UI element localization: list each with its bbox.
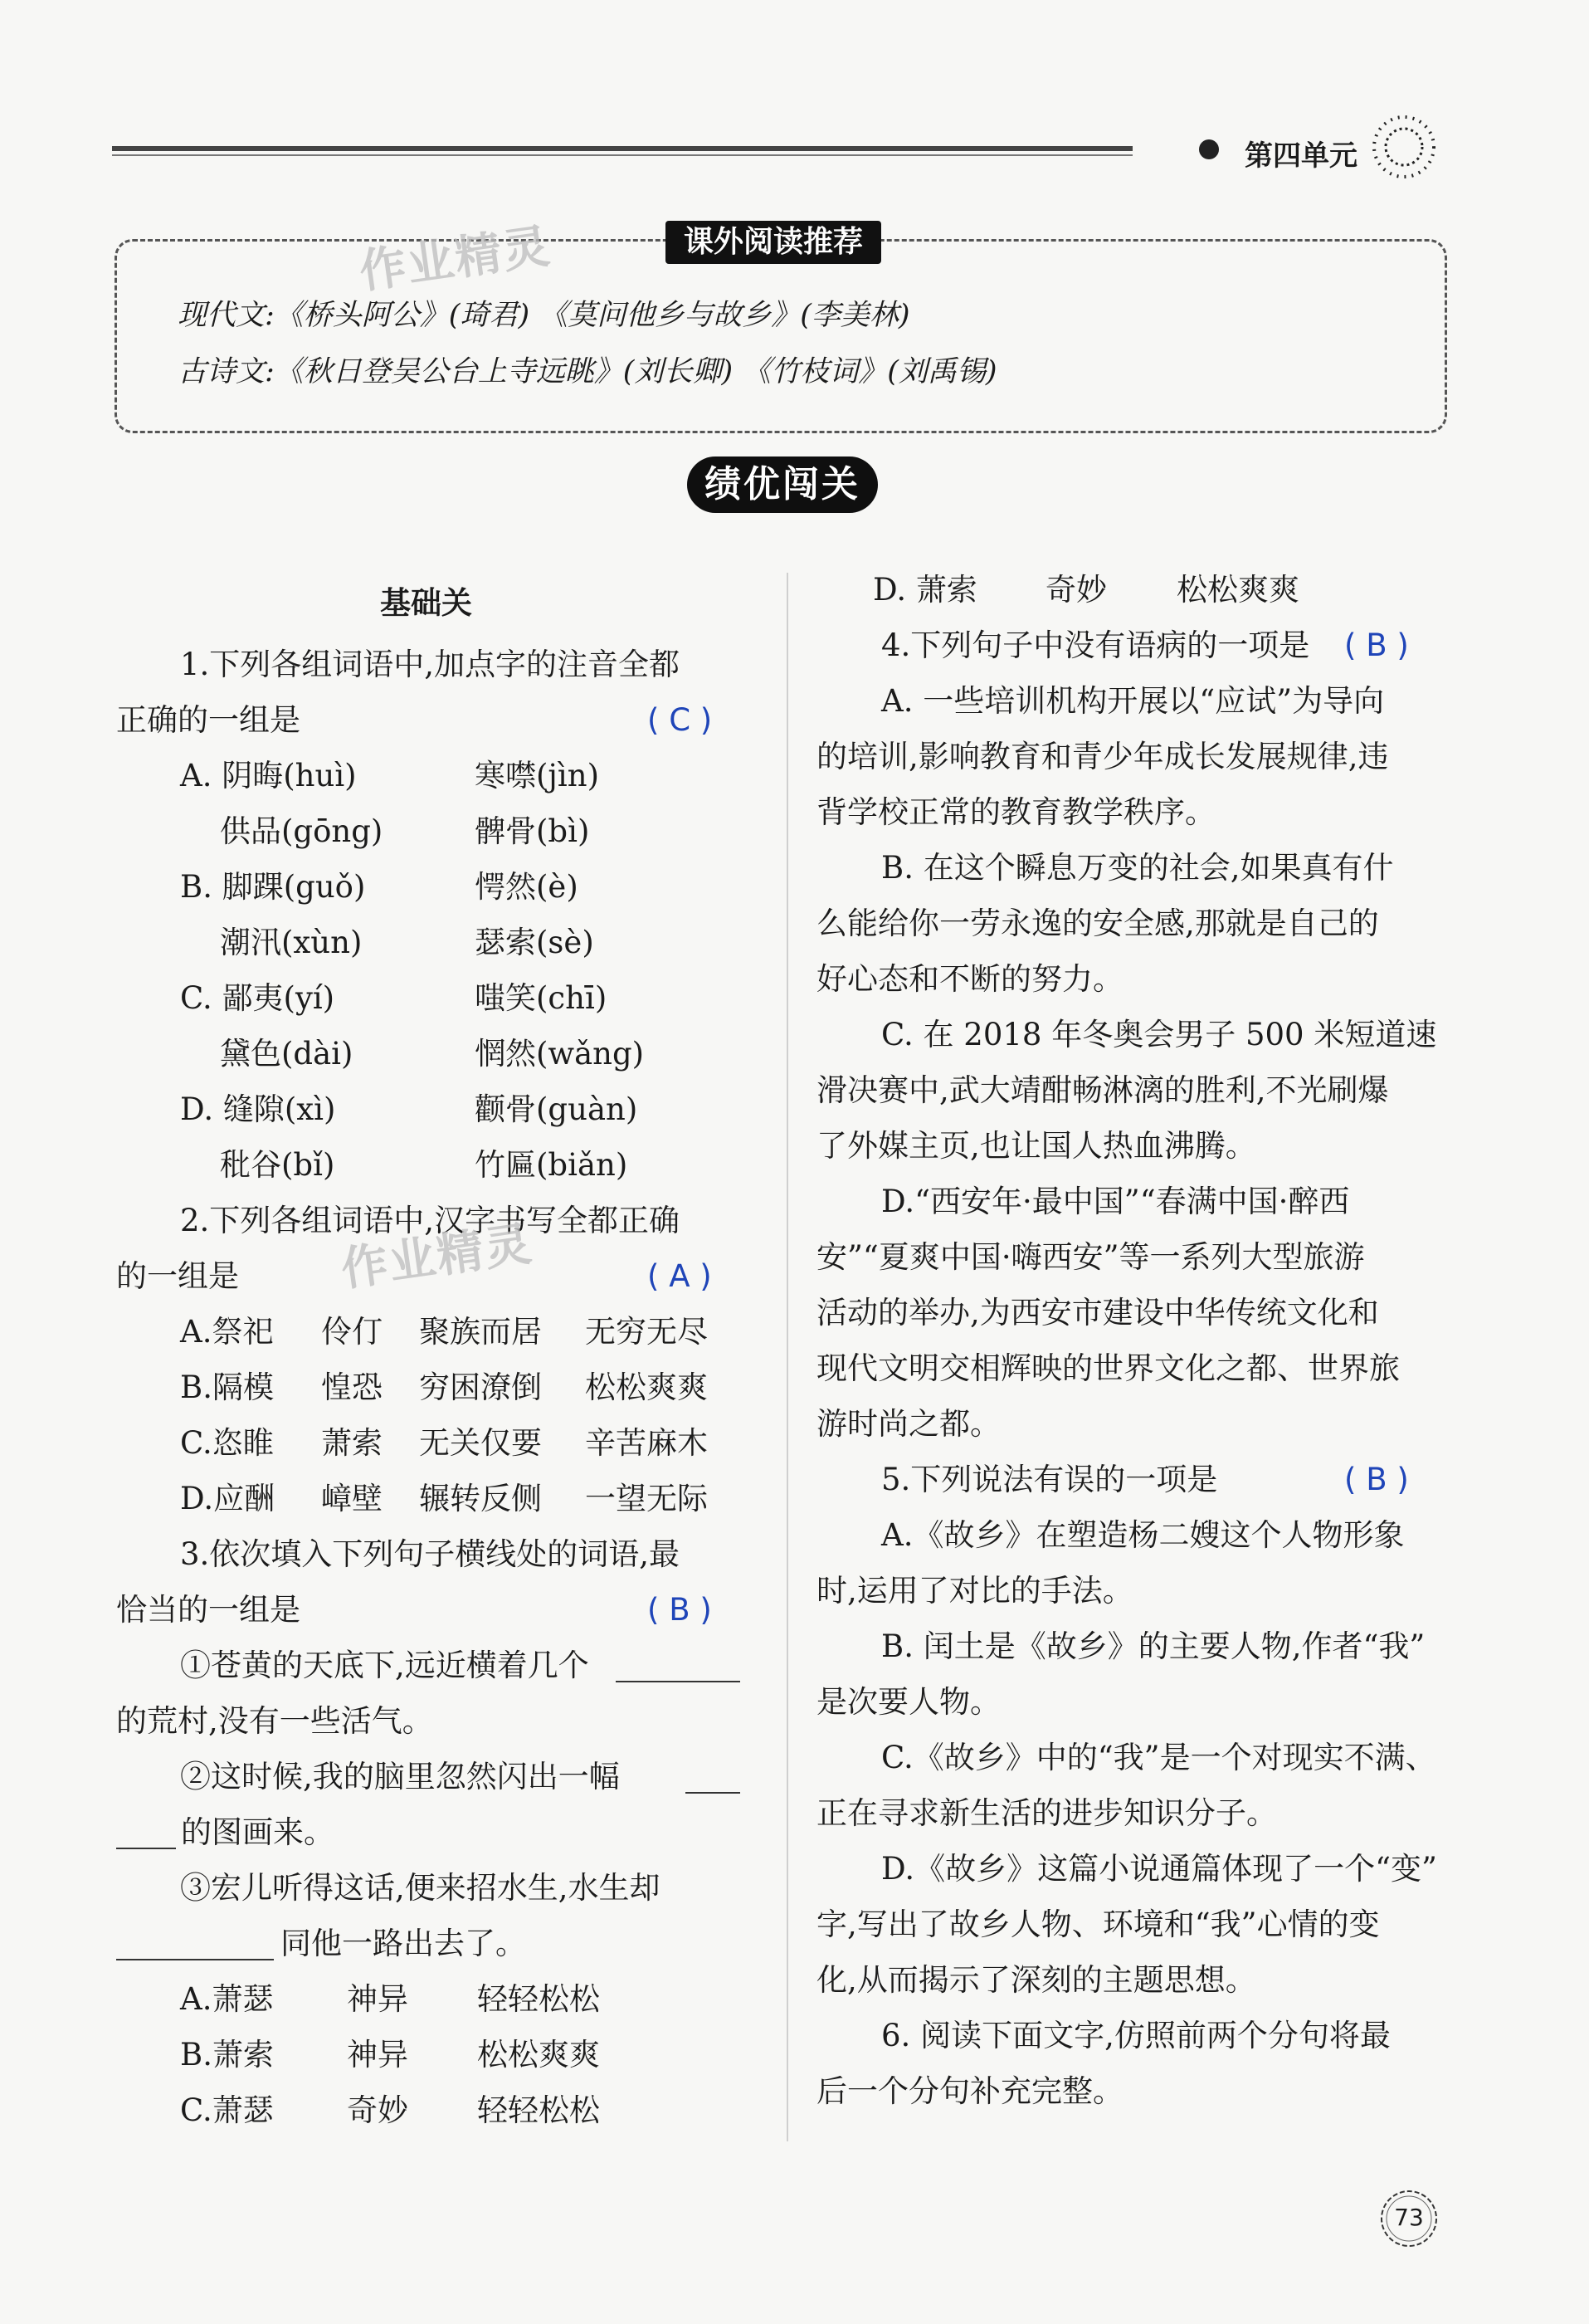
q6-line: 6. 阅读下面文字,仿照前两个分句将最 [881, 2018, 1391, 2053]
q3-option-d: D. 萧索 [873, 572, 977, 608]
q4-line: B. 在这个瞬息万变的社会,如果真有什 [881, 850, 1394, 886]
q5-answer: ( B ) [1344, 1462, 1409, 1497]
q1-option: 嗤笑(chī) [475, 980, 607, 1016]
q2-option: 伶仃 [321, 1314, 383, 1350]
q5-line: 正在寻求新生活的进步知识分子。 [816, 1795, 1277, 1831]
q3-stem-2: 恰当的一组是 [116, 1592, 300, 1628]
q4-line: C. 在 2018 年冬奥会男子 500 米短道速 [881, 1017, 1437, 1052]
q1-option: A. 阴晦(huì) [180, 758, 357, 793]
q1-answer: ( C ) [647, 702, 713, 738]
q1-option: 竹匾(biǎn) [475, 1147, 628, 1183]
q4-line: 滑决赛中,武大靖酣畅淋漓的胜利,不光刷爆 [816, 1072, 1389, 1108]
q5-line: D.《故乡》这篇小说通篇体现了一个“变” [881, 1851, 1437, 1887]
q3-option: B.萧索 [180, 2037, 274, 2073]
q3-stem-1: 3.依次填入下列句子横线处的词语,最 [180, 1536, 680, 1572]
q2-option: 松松爽爽 [585, 1370, 708, 1405]
q2-stem-1: 2.下列各组词语中,汉字书写全都正确 [180, 1203, 680, 1238]
q5-line: C.《故乡》中的“我”是一个对现实不满、 [881, 1740, 1436, 1775]
blank-line [685, 1792, 740, 1794]
q4-line: 的培训,影响教育和青少年成长发展规律,违 [816, 739, 1389, 774]
q3-answer: ( B ) [647, 1592, 712, 1628]
q1-option: 惘然(wǎng) [475, 1036, 645, 1072]
sun-ornament-icon [1369, 112, 1439, 182]
q6-line: 后一个分句补充完整。 [816, 2073, 1124, 2109]
q4-line: 现代文明交相辉映的世界文化之都、世界旅 [816, 1350, 1400, 1386]
reading-recommendation-box [115, 239, 1447, 433]
q3-sentence-3b: 同他一路出去了。 [280, 1926, 526, 1961]
q5-line: 时,运用了对比的手法。 [816, 1573, 1133, 1609]
q1-option: 髀骨(bì) [475, 813, 590, 849]
q2-option: B.隔模 [180, 1370, 274, 1405]
q5-stem: 5.下列说法有误的一项是 [881, 1462, 1218, 1497]
bullet-dot-icon [1199, 139, 1219, 159]
q2-option: 无关仅要 [419, 1425, 542, 1461]
q2-option: C.恣睢 [180, 1425, 274, 1461]
column-divider [787, 573, 788, 2141]
header-rule-thin [112, 154, 1133, 156]
q2-option: 一望无际 [585, 1481, 708, 1516]
q4-line: 么能给你一劳永逸的安全感,那就是自己的 [816, 906, 1379, 941]
q2-option: 聚族而居 [419, 1314, 542, 1350]
q2-option: 辗转反侧 [419, 1481, 542, 1516]
q5-line: A.《故乡》在塑造杨二嫂这个人物形象 [881, 1517, 1405, 1553]
reading-title: 课外阅读推荐 [665, 221, 881, 264]
blank-line [116, 1959, 274, 1960]
page-number: 73 [1394, 2204, 1424, 2231]
q2-option: 萧索 [321, 1425, 383, 1461]
q2-option: 辛苦麻木 [585, 1425, 708, 1461]
section-banner: 绩优闯关 [687, 456, 878, 513]
q1-option: 黛色(dài) [220, 1036, 353, 1072]
q3-option: C.萧瑟 [180, 2092, 274, 2128]
watermark-top: 作业精灵 [356, 219, 555, 300]
q4-line: D.“西安年·最中国”“春满中国·醉西 [881, 1184, 1350, 1219]
q1-option: D. 缝隙(xì) [180, 1091, 336, 1127]
header-rule-thick [112, 146, 1133, 151]
q5-line: B. 闰土是《故乡》的主要人物,作者“我” [881, 1628, 1426, 1664]
q3-option: A.萧瑟 [180, 1981, 274, 2017]
q1-option: 颧骨(guàn) [475, 1091, 638, 1127]
q3-option: 神异 [347, 2037, 408, 2073]
q3-option-d: 松松爽爽 [1177, 572, 1299, 608]
q2-option: 惶恐 [321, 1370, 383, 1405]
q4-line: A. 一些培训机构开展以“应试”为导向 [881, 683, 1385, 719]
q2-answer: ( A ) [647, 1258, 712, 1294]
q1-option: 寒噤(jìn) [475, 758, 600, 793]
q1-option: 瑟索(sè) [475, 925, 594, 960]
q2-stem-2: 的一组是 [116, 1258, 239, 1294]
q4-line: 了外媒主页,也让国人热血沸腾。 [816, 1128, 1256, 1164]
q4-line: 游时尚之都。 [816, 1406, 1001, 1442]
blank-line [116, 1848, 176, 1849]
q3-option: 神异 [347, 1981, 408, 2017]
q4-line: 好心态和不断的努力。 [816, 961, 1124, 997]
q5-line: 化,从而揭示了深刻的主题思想。 [816, 1962, 1256, 1998]
unit-title: 第四单元 [1245, 139, 1357, 173]
q3-option: 奇妙 [347, 2092, 408, 2128]
q1-option: 供品(gōng) [220, 813, 383, 849]
q2-option: A.祭祀 [180, 1314, 274, 1350]
watermark-mid: 作业精灵 [338, 1217, 537, 1297]
q1-stem-1: 1.下列各组词语中,加点字的注音全都 [180, 647, 680, 682]
q3-option-d: 奇妙 [1046, 572, 1107, 608]
section-heading: 基础关 [380, 584, 472, 621]
q5-line: 是次要人物。 [816, 1684, 1001, 1720]
reading-classical: 古诗文:《秋日登吴公台上寺远眺》(刘长卿) 《竹枝词》(刘禹锡) [178, 355, 997, 388]
q1-option: 潮汛(xùn) [220, 925, 363, 960]
q2-option: 穷困潦倒 [419, 1370, 542, 1405]
q4-line: 背学校正常的教育教学秩序。 [816, 794, 1216, 830]
q3-sentence-1: ①苍黄的天底下,远近横着几个 [180, 1648, 589, 1683]
q2-option: 嶂壁 [321, 1481, 383, 1516]
q3-sentence-3: ③宏儿听得这话,便来招水生,水生却 [180, 1870, 660, 1906]
q1-option: C. 鄙夷(yí) [180, 980, 335, 1016]
reading-modern: 现代文:《桥头阿公》(琦君) 《莫问他乡与故乡》(李美林) [178, 299, 910, 332]
q1-stem-2: 正确的一组是 [116, 702, 300, 738]
q4-line: 活动的举办,为西安市建设中华传统文化和 [816, 1295, 1379, 1330]
q5-line: 字,写出了故乡人物、环境和“我”心情的变 [816, 1907, 1380, 1942]
blank-line [616, 1681, 740, 1682]
q3-option: 轻轻松松 [477, 2092, 600, 2128]
q1-option: 秕谷(bǐ) [220, 1147, 335, 1183]
q1-option: B. 脚踝(guǒ) [180, 869, 366, 905]
q2-option: 无穷无尽 [585, 1314, 708, 1350]
q4-answer: ( B ) [1344, 627, 1409, 663]
q3-sentence-2b: 的图画来。 [181, 1814, 334, 1850]
q1-option: 愕然(è) [475, 869, 578, 905]
q4-line: 安”“夏爽中国·嗨西安”等一系列大型旅游 [816, 1239, 1365, 1275]
q2-option: D.应酬 [180, 1481, 275, 1516]
q3-sentence-2: ②这时候,我的脑里忽然闪出一幅 [180, 1759, 620, 1794]
q3-option: 轻轻松松 [477, 1981, 600, 2017]
q3-sentence-1b: 的荒村,没有一些活气。 [116, 1703, 433, 1739]
q4-stem: 4.下列句子中没有语病的一项是 [881, 627, 1310, 663]
q3-option: 松松爽爽 [477, 2037, 600, 2073]
